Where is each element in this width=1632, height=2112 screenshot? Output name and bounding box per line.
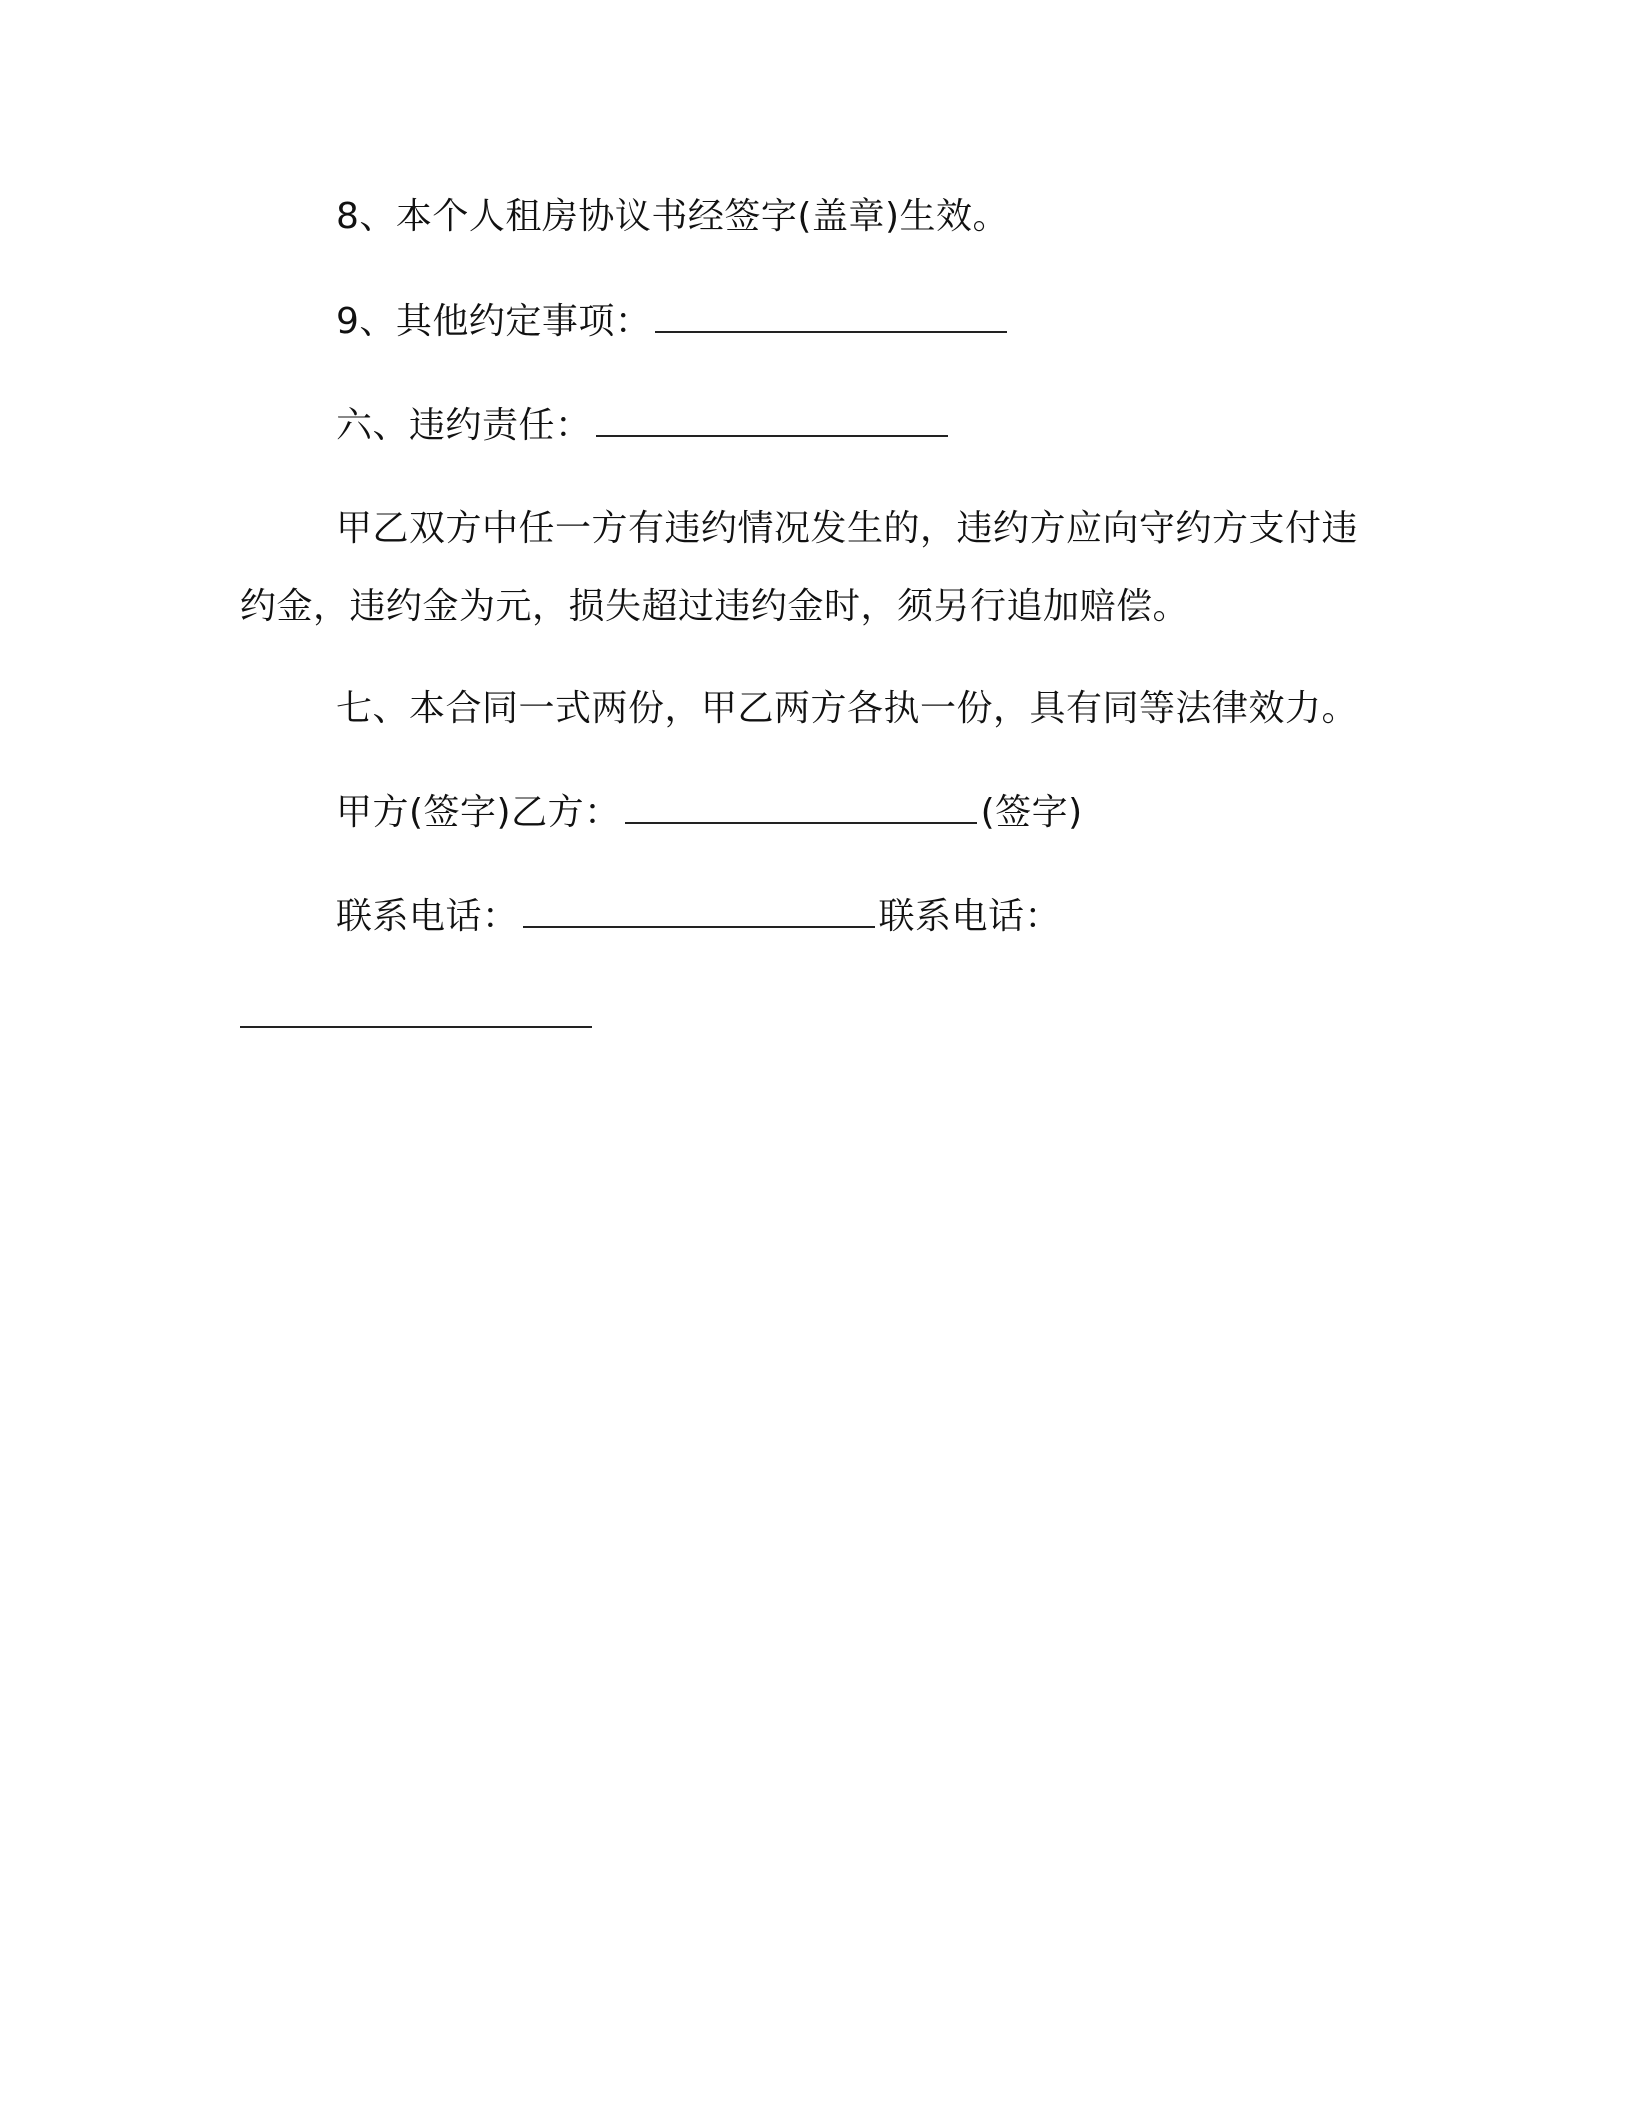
section-6-heading (240, 401, 952, 451)
clause-8 (240, 192, 1009, 242)
phone-label-1: 联系电话： (336, 896, 519, 937)
signature-suffix: (签字) (980, 792, 1083, 833)
section-6-text: 甲乙双方中任一方有违约情况发生的，违约方应向守约方支付违约金，违约金为元，损失超过违约金时，须另行追加赔偿。 (240, 508, 1359, 627)
phone-line (240, 892, 1061, 942)
clause-8-text: 8、本个人租房协议书经签字(盖章)生效。 (336, 196, 1009, 237)
clause-9-label: 9、其他约定事项： (336, 301, 652, 342)
section-6-blank-line (596, 405, 948, 437)
signature-label: 甲方(签字)乙方： (336, 792, 621, 833)
signature-blank-line (625, 792, 977, 824)
phone-label-2: 联系电话： (878, 896, 1062, 937)
clause-9-blank-line (655, 301, 1007, 333)
signature-line (240, 788, 1083, 838)
phone-blank-line-2 (240, 996, 592, 1028)
section-7 (240, 684, 1358, 734)
phone-blank-continuation (240, 992, 596, 1042)
clause-9 (240, 297, 1011, 347)
section-6-label: 六、违约责任： (336, 405, 592, 446)
section-6-body (240, 490, 1390, 646)
section-7-text: 七、本合同一式两份，甲乙两方各执一份，具有同等法律效力。 (336, 688, 1359, 729)
phone-blank-line-1 (523, 896, 875, 928)
